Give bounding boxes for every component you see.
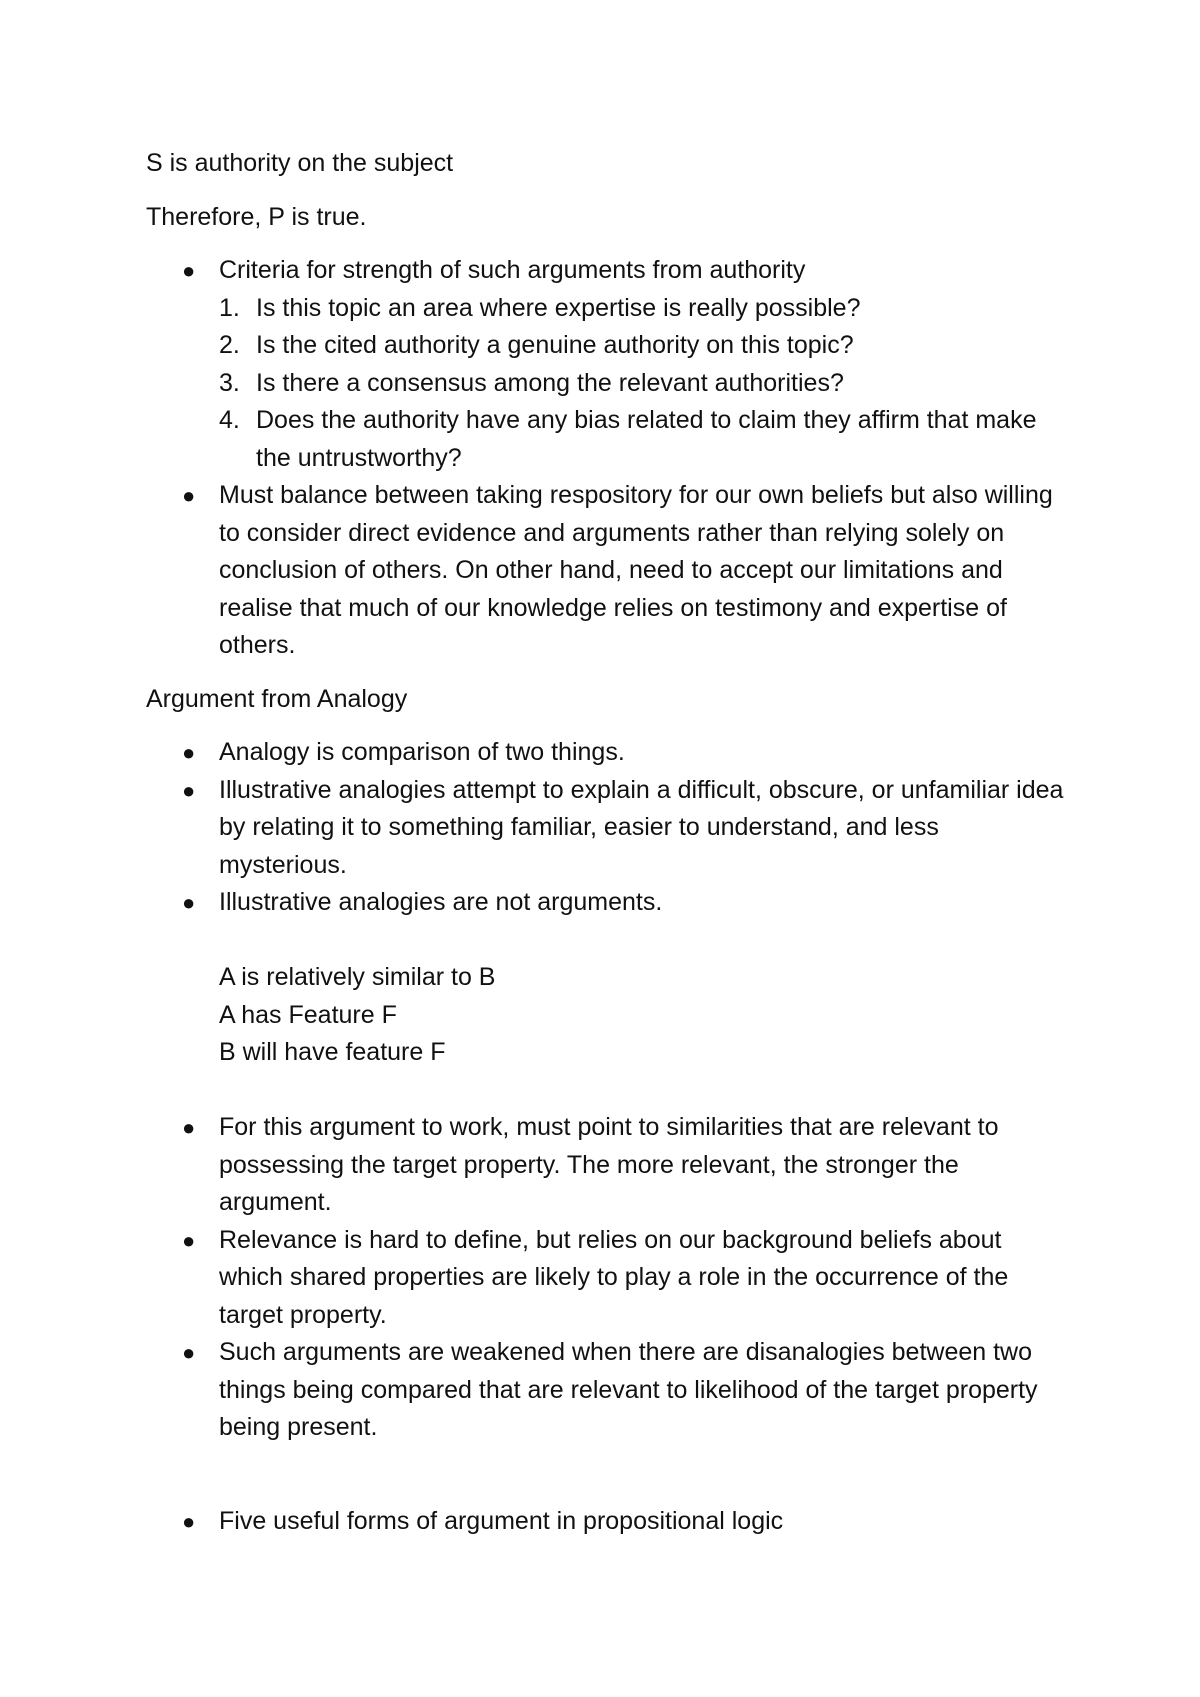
- list-item: [146, 1222, 1066, 1335]
- bullet-icon: ●: [182, 1227, 196, 1253]
- analogy-strength-text: For this argument to work, must point to similarities that are relevant to possessing the target property. The more relevant, the stronger the argument.: [219, 1113, 999, 1216]
- criteria-text: Is the cited authority a genuine authority on this topic?: [256, 331, 854, 359]
- bullet-icon: ●: [182, 777, 196, 803]
- list-item: [146, 1109, 1066, 1222]
- analogy-strength-text: Relevance is hard to define, but relies on our background beliefs about which shared properties are likely to play a role in the occurrence of the target property.: [219, 1225, 1009, 1329]
- analogy-bullet-text: Illustrative analogies attempt to explain a difficult, obscure, or unfamiliar idea by relating it to something familiar, easier to understand, and less mysterious.: [219, 775, 1064, 879]
- blank-line: [146, 1072, 1066, 1110]
- list-item: [146, 1334, 1066, 1447]
- list-item: [146, 772, 1066, 885]
- list-item: [146, 1503, 1066, 1541]
- bullet-icon: ●: [182, 258, 196, 283]
- form-premise-2: A has Feature F: [219, 1000, 397, 1029]
- list-item: [219, 365, 1066, 403]
- list-item: [146, 884, 1066, 922]
- bullet-icon: ●: [182, 1508, 196, 1534]
- list-item: [219, 402, 1066, 477]
- bullet-icon: ●: [182, 483, 196, 508]
- analogy-argument-form: [146, 959, 1066, 1072]
- list-item: [219, 290, 1066, 328]
- blank-line: [146, 1447, 1066, 1503]
- list-item: [146, 734, 1066, 772]
- analogy-strength-text: Such arguments are weakened when there are disanalogies between two things being compared that are relevant to likelihood of the target property being present.: [219, 1338, 1038, 1441]
- document-body: [146, 145, 1066, 1556]
- analogy-bullet-list: [146, 734, 1066, 922]
- criteria-list: [219, 290, 1066, 478]
- authority-bullet-list: [146, 252, 1066, 665]
- form-conclusion: B will have feature F: [219, 1038, 446, 1066]
- bullet-icon: ●: [182, 740, 196, 765]
- form-premise-1: A is relatively similar to B: [219, 963, 496, 991]
- criteria-text: Is this topic an area where expertise is really possible?: [256, 293, 861, 322]
- list-number: 3.: [219, 368, 240, 397]
- bullet-icon: ●: [182, 1340, 196, 1365]
- analogy-bullet-text: Analogy is comparison of two things.: [219, 738, 625, 766]
- blank-line: [146, 922, 1066, 960]
- analogy-bullet-text: Illustrative analogies are not arguments.: [219, 888, 663, 916]
- list-number: 2.: [219, 331, 240, 359]
- criteria-heading: Criteria for strength of such arguments from authority: [219, 256, 806, 284]
- intro-premise: S is authority on the subject: [146, 149, 454, 177]
- list-item: [146, 252, 1066, 477]
- propositional-logic-text: Five useful forms of argument in propositional logic: [219, 1506, 784, 1535]
- criteria-text: Is there a consensus among the relevant authorities?: [256, 368, 844, 397]
- bullet-icon: ●: [182, 1115, 196, 1140]
- bullet-icon: ●: [182, 890, 196, 915]
- propositional-logic-bullet-list: [146, 1503, 1066, 1541]
- intro-conclusion: Therefore, P is true.: [146, 202, 367, 231]
- analogy-heading: Argument from Analogy: [146, 684, 408, 713]
- list-number: 1.: [219, 293, 240, 322]
- analogy-strength-bullet-list: [146, 1109, 1066, 1447]
- criteria-text: Does the authority have any bias related to claim they affirm that make the untrustworthy?: [256, 406, 1037, 472]
- list-number: 4.: [219, 406, 240, 434]
- list-item: [146, 477, 1066, 665]
- list-item: [219, 327, 1066, 365]
- balance-text: Must balance between taking respository for our own beliefs but also willing to consider direct evidence and arguments rather than relying solely on conclusion of others. On other hand, need to accept our limitations and realise that much of our knowledge relies on testimony and expertise of others.: [219, 481, 1053, 659]
